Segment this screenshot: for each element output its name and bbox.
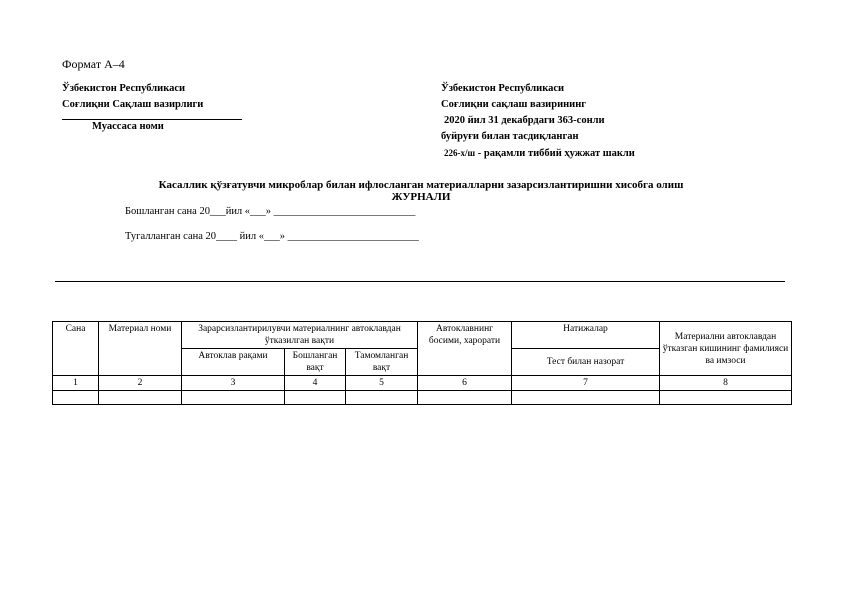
table-cell[interactable]: [99, 391, 182, 405]
column-number: 7: [512, 376, 660, 391]
format-label: Формат А–4: [62, 57, 125, 71]
column-number: 5: [346, 376, 418, 391]
table-cell[interactable]: [182, 391, 285, 405]
right-header: [441, 81, 635, 162]
header-pressure-temperature: Автоклавнинг босими, харорати: [418, 322, 512, 376]
header-material-name: Материал номи: [99, 322, 182, 376]
journal-subtitle: ЖУРНАЛИ: [391, 191, 451, 203]
left-header: [62, 81, 203, 113]
right-header-line1: Ўзбекистон Республикаси: [441, 83, 565, 94]
right-header-line2: Соғлиқни сақлаш вазирининг: [441, 99, 587, 110]
column-number-row: [53, 376, 792, 391]
header-date: Сана: [53, 322, 99, 376]
header-results: Натижалар: [512, 322, 660, 349]
left-header-line1: Ўзбекистон Республикаси: [62, 83, 186, 94]
table-cell[interactable]: [512, 391, 660, 405]
table-cell[interactable]: [285, 391, 346, 405]
horizontal-divider: [55, 281, 785, 282]
document-code: 226-х/ш: [444, 148, 476, 158]
journal-title: Касаллик қўзғатувчи микроблар билан ифлосланган материалларни зазарсизлантиришни хисобга олиш: [158, 179, 684, 191]
left-header-line2: Соғлиқни Сақлаш вазирлиги: [62, 99, 204, 110]
header-autoclave-time-group: Зарарсизлантирилувчи материалнинг автоклавдан ўтказилган вақти: [182, 322, 418, 349]
table-row: [53, 391, 792, 405]
journal-table: [52, 321, 792, 405]
right-header-line4: буйруғи билан тасдиқланган: [441, 131, 579, 142]
column-number: 2: [99, 376, 182, 391]
header-autoclave-number: Автоклав рақами: [182, 349, 285, 376]
table-cell[interactable]: [53, 391, 99, 405]
table-cell[interactable]: [660, 391, 792, 405]
institution-name-line: [62, 119, 242, 120]
header-start-time: Бошланган вақт: [285, 349, 346, 376]
end-date-field: Тугалланган сана 20____ йил «___» _________________________: [125, 231, 419, 242]
column-number: 1: [53, 376, 99, 391]
column-number: 8: [660, 376, 792, 391]
header-operator-signature: Материални автоклавдан ўтказган кишининг фамилияси ва имзоси: [660, 322, 792, 376]
header-end-time: Тамомланган вақт: [346, 349, 418, 376]
column-number: 3: [182, 376, 285, 391]
document-code-description: - рақамли тиббий ҳужжат шакли: [475, 148, 635, 159]
table-cell[interactable]: [346, 391, 418, 405]
table-cell[interactable]: [418, 391, 512, 405]
right-header-line3: 2020 йил 31 декабрдаги 363-сонли: [444, 115, 605, 126]
column-number: 6: [418, 376, 512, 391]
header-test-control: Тест билан назорат: [512, 349, 660, 376]
institution-name-label: Муассаса номи: [92, 121, 164, 132]
start-date-field: Бошланган сана 20___йил «___» ___________________________: [125, 206, 416, 217]
right-header-line5: [441, 145, 635, 162]
column-number: 4: [285, 376, 346, 391]
table-header-row-1: [53, 322, 792, 349]
